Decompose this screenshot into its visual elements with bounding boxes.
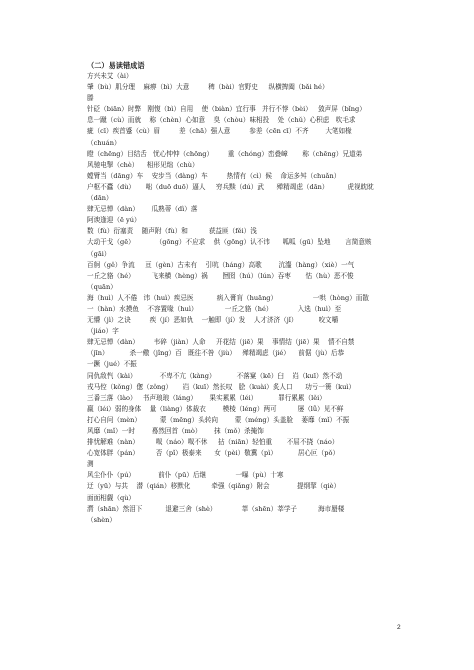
text-line: 肆无忌惮（dàn） 瓜熟蒂（dì）落 [87,205,198,214]
text-line: 测 [87,460,94,469]
text-line: （quān） [87,282,117,291]
text-line: 迂（yū）与共 潜（qián）移默化 牵强（qiǎng）附会 提纲挈（qiè） [87,482,341,491]
text-line: 海（huì）人不倦 讳（huì）疾忌医 病入膏肓（huāng） 一哄（hòng）而散 [87,293,370,302]
text-line: 潸（shān）然泪下 退避三舍（shè） 莘（shēn）莘学子 海市蜃楼 [87,504,345,513]
text-line: 息一蹴（cù）而就 称（chèn）心如意 臭（chòu）味相投 处（chǔ）心积虑 吹毛求 [87,116,356,125]
text-line: 滕 [87,94,94,103]
section-heading: （二）易读错成语 [87,61,145,70]
idiom-list [87,71,407,526]
text-line: 肇（bù）肌分理 麻痹（bì）大意 稗（bài）官野史 纵横捭阖（bǎi hé） [87,83,329,92]
text-line: 戎马倥（kǒng）偬（zǒng） 岿（kuī）然长叹 脍（kuài）炙人口 功亏一篑（kuì） [87,382,356,391]
document-body [87,60,407,526]
text-line: 瞪（chēng）目结舌 忧心忡忡（chōng） 重（chóng）峦叠嶂 称（chēng）兄道弟 [87,149,363,158]
text-line: （jiáo）字 [87,327,119,336]
text-line: 三番三落（lào） 书声琅琅（láng） 果实累累（léi） 罪行累累（lěi） [87,393,326,402]
text-line: 风尘仆仆（pú） 前仆（pū）后继 一曝（pù）十寒 [87,471,284,480]
text-line: 百舸（gě）争流 亘（gèn）古未有 引吭（háng）高歌 沆瀣（hàng）（xiè）一气 [87,260,355,269]
text-line: 无懵（jì）之诀 疾（jí）恶如仇 一触即（jí）发 人才济济（jǐ） 咬文嚼 [87,316,339,325]
text-line: 心宽体胖（pán） 否（pǐ）极泰来 女（pèi）敬冀（pì） 居心叵（pǒ） [87,449,340,458]
text-line: 风驰电掣（chè） 相形见绌（chù） [87,160,199,169]
text-line: 户枢不蠹（dù） 咄（duō duō）逼人 穷兵黩（dú）武 殚精竭虑（dān） 虎视眈眈 [87,182,374,191]
text-line: 肆无忌惮（dàn） 韦碎（jiàn）人命 开花结（jiē）果 事情结（jiē）果 情不自禁 [87,338,355,347]
text-line: 螳臂当（dāng）车 安步当（dàng）车 热情有（cì）候 命运多舛（chuǎn） [87,171,341,180]
text-line: 数（fù）衍塞责 随声附（fù）和 获益匪（fěi）浅 [87,227,257,236]
text-line: 疵（cī）疾首蹙（cù）眉 差（chā）强人意 参差（cēn cī）不齐 大笔如椽 [87,127,352,136]
text-line: 阿谀逢迎（ē yú） [87,216,141,225]
page-number: 2 [397,624,401,631]
text-line: 同仇敌忾（kài） 不卑不亢（kàng） 不落窠（kē）臼 岿（kuī）然不动 [87,371,343,380]
text-line: 面面相觑（qù） [87,493,136,502]
text-line: （dān） [87,194,113,203]
text-line: 一蹶（jué）不振 [87,360,137,369]
text-line: 一丘之貉（hé） 飞来横（hèng）祸 囫囵（hú）（lún）吞枣 怙（hù）恶不悛 [87,271,354,280]
text-line: 羸（léi）弱的身体 量（liàng）体裁衣 模棱（léng）两可 屡（lǚ）见不鲜 [87,404,344,413]
text-line: （gāi） [87,249,111,258]
text-line: （shèn） [87,515,116,524]
text-line: （chuán） [87,138,121,147]
text-line: 方兴未艾（ài） [87,72,133,80]
text-line: 大动干戈（gē） （gōng）不应求 供（gōng）认不讳 呱呱（gū）坠地 言简意赅 [87,238,372,247]
text-line: 针砭（biān）时弊 刚愎（bì）自用 使（biàn）宜行事 并行不悖（bèi） 敛声屏（bǐng） [87,105,366,114]
text-line: 打心自问（mèn） 蒙（mēng）头转向 蒙（méng）头盖脸 萎靡（mǐ）不振 [87,415,350,424]
text-line: 排忧解难（nàn） 呶（náo）呶不休 拈（niān）轻怕重 不屈不挠（náo） [87,438,339,447]
text-line: 一（hàn）水摸鱼 不容置喙（huì） 一丘之貉（hé） 入选（huì）至 [87,304,342,313]
text-line: （jīn） 杀一儆（jǐng）百 既往不咎（jiù） 殚精竭虑（jié） 前倨（jù）后恭 [87,349,345,358]
text-line: 风靡（mǐ）一时 蓦然回首（mò） 抹（mǒ）杀掩饰 [87,427,264,435]
